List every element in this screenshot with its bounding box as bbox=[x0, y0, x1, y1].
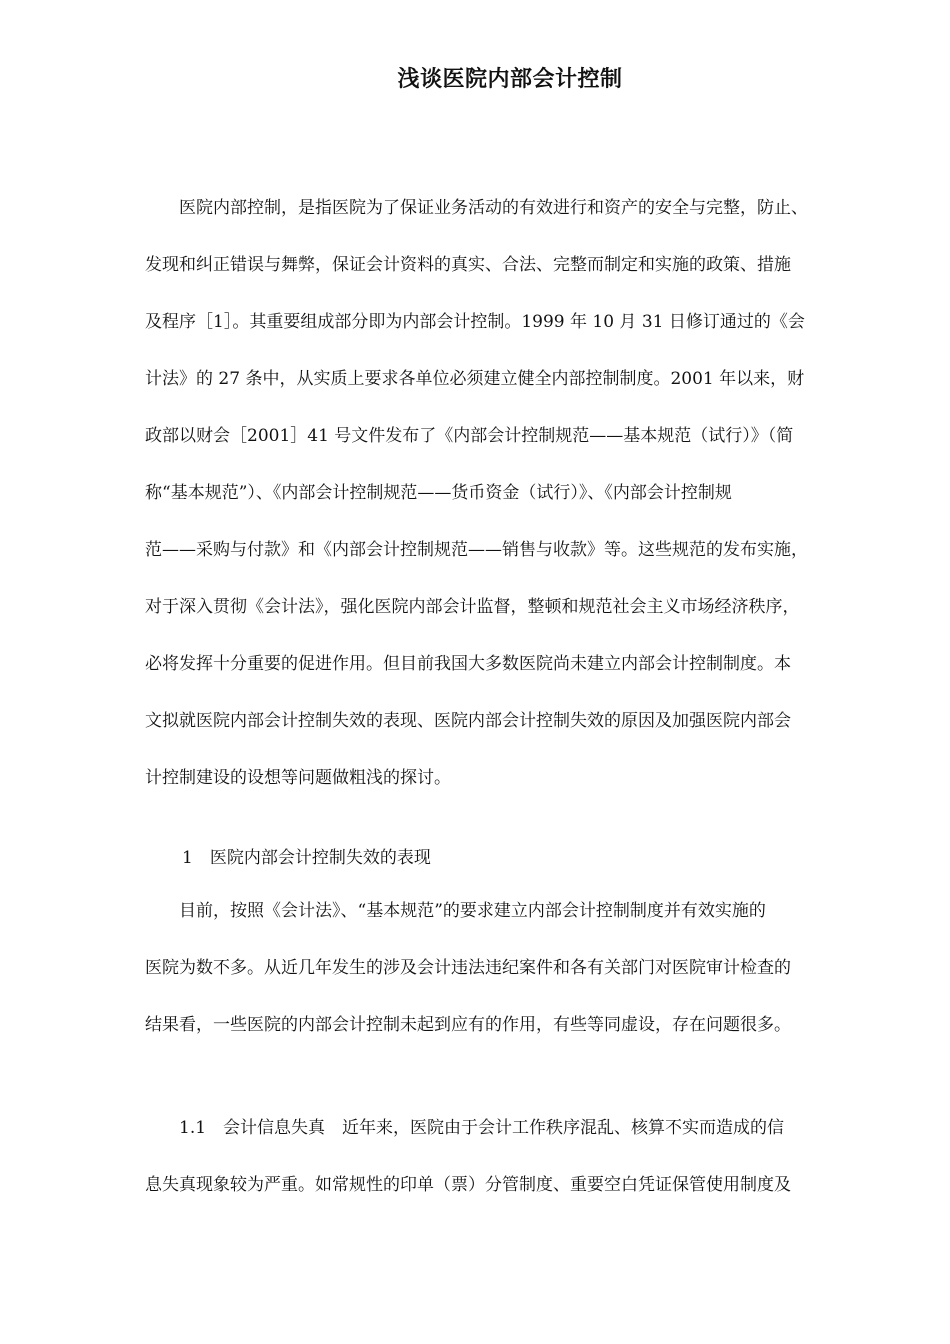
text-line: 计法》的 27 条中，从实质上要求各单位必须建立健全内部控制制度。2001 年以来，财 bbox=[145, 369, 805, 389]
text-line: 计控制建设的设想等问题做粗浅的探讨。 bbox=[145, 768, 451, 788]
text-line: 对于深入贯彻《会计法》，强化医院内部会计监督，整顿和规范社会主义市场经济秩序， bbox=[145, 597, 800, 617]
text-line: 必将发挥十分重要的促进作用。但目前我国大多数医院尚未建立内部会计控制制度。本 bbox=[145, 654, 791, 674]
text-line: 文拟就医院内部会计控制失效的表现、医院内部会计控制失效的原因及加强医院内部会 bbox=[145, 711, 791, 731]
text-line: 称“基本规范”）、《内部会计控制规范——货币资金（试行）》、《内部会计控制规 bbox=[145, 483, 732, 503]
text-line: 1.1 会计信息失真 近年来，医院由于会计工作秩序混乱、核算不实而造成的信 bbox=[145, 1118, 785, 1138]
text-line: 息失真现象较为严重。如常规性的印单（票）分管制度、重要空白凭证保管使用制度及 bbox=[145, 1175, 791, 1195]
section-heading: 1 医院内部会计控制失效的表现 bbox=[182, 848, 431, 868]
section-1-1-paragraph bbox=[145, 1100, 880, 1214]
text-line: 发现和纠正错误与舞弊，保证会计资料的真实、合法、完整而制定和实施的政策、措施 bbox=[145, 255, 791, 275]
text-line: 结果看，一些医院的内部会计控制未起到应有的作用，有些等同虚设，存在问题很多。 bbox=[145, 1015, 791, 1035]
text-line: 医院内部控制，是指医院为了保证业务活动的有效进行和资产的安全与完整，防止、 bbox=[145, 198, 808, 218]
text-line: 范——采购与付款》和《内部会计控制规范——销售与收款》等。这些规范的发布实施， bbox=[145, 540, 808, 560]
text-line: 及程序［1］。其重要组成部分即为内部会计控制。1999 年 10 月 31 日修订通过的《会 bbox=[145, 312, 805, 332]
text-line: 政部以财会［2001］41 号文件发布了《内部会计控制规范——基本规范（试行）》（简 bbox=[145, 426, 794, 446]
text-line: 目前，按照《会计法》、“基本规范”的要求建立内部会计控制制度并有效实施的 bbox=[145, 901, 766, 921]
section-1-paragraph bbox=[145, 883, 880, 1054]
document-title: 浅谈医院内部会计控制 bbox=[397, 67, 623, 92]
text-line: 医院为数不多。从近几年发生的涉及会计违法违纪案件和各有关部门对医院审计检查的 bbox=[145, 958, 791, 978]
intro-paragraph bbox=[145, 180, 880, 807]
